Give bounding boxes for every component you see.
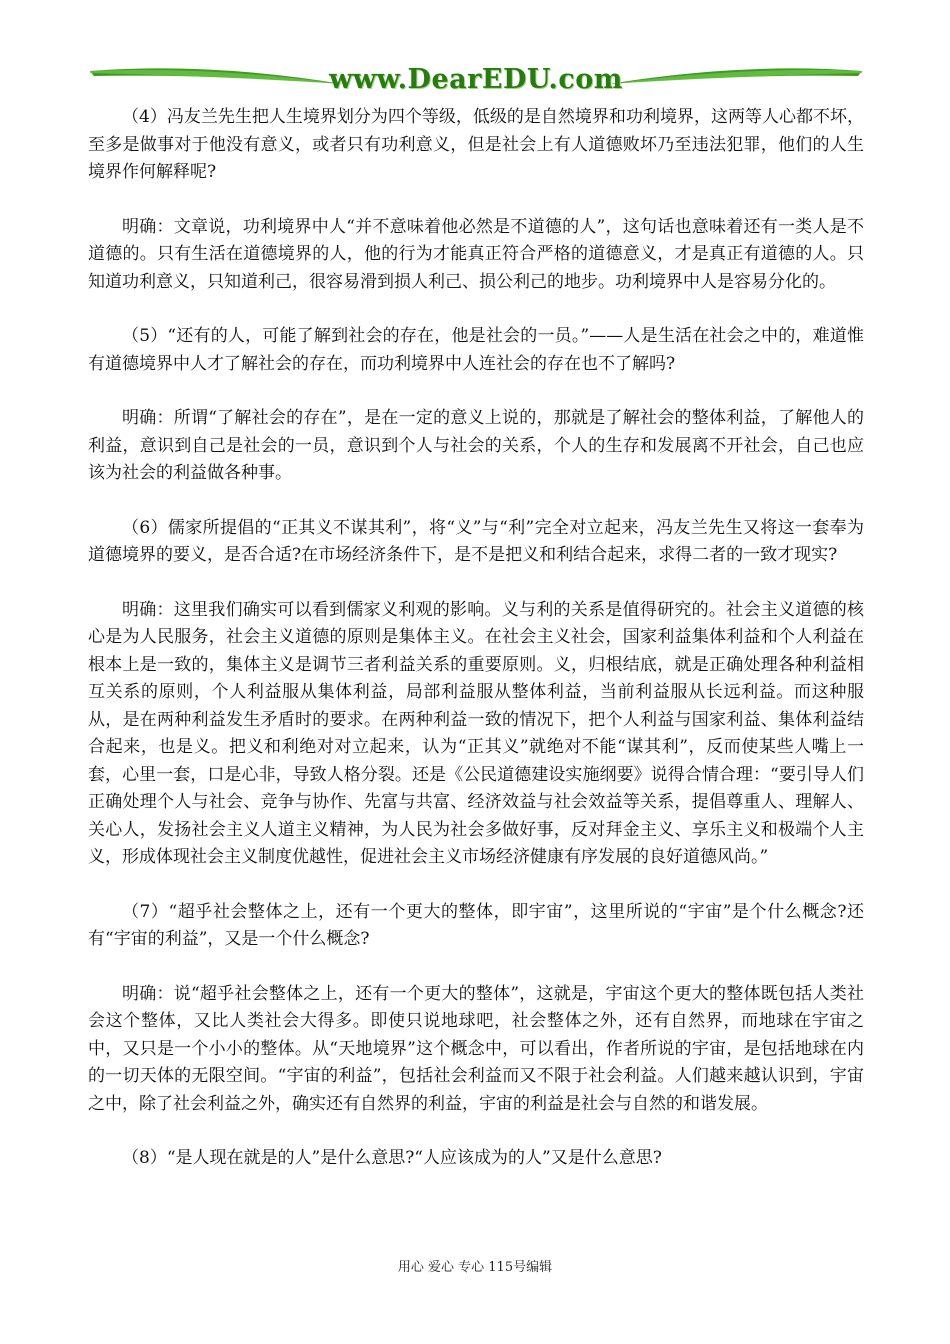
site-logo: www.DearEDU.com — [329, 64, 623, 95]
document-body — [88, 104, 864, 1173]
answer-5-paragraph: 明确：所谓“了解社会的存在”，是在一定的意义上说的，那就是了解社会的整体利益，了解他人的利益，意识到自己是社会的一员，意识到个人与社会的关系，个人的生存和发展离不开社会，自己也应该为社会的利益做各种事。 — [88, 408, 864, 483]
page-footer: 用心 爱心 专心 115号编辑 — [397, 1260, 553, 1275]
question-8-paragraph: （8）“是人现在就是的人”是什么意思?“人应该成为的人”又是什么意思? — [122, 1148, 662, 1168]
answer-4-paragraph: 明确：文章说，功利境界中人“并不意味着他必然是不道德的人”，这句话也意味着还有一类人是不道德的。只有生活在道德境界的人，他的行为才能真正符合严格的道德意义，才是真正有道德的人。只知道功利意义，只知道利己，很容易滑到损人利己、损公利己的地步。功利境界中人是容易分化的。 — [88, 216, 864, 292]
answer-7-paragraph: 明确：说“超乎社会整体之上，还有一个更大的整体”，这就是，宇宙这个更大的整体既包括人类社会这个整体，又比人类社会大得多。即使只说地球吧，社会整体之外，还有自然界，而地球在宇宙之中，又只是一个小小的整体。从“天地境界”这个概念中，可以看出，作者所说的宇宙，是包括地球在内的一切天体的无限空间。“宇宙的利益”，包括社会利益而又不限于社会利益。人们越来越认识到，宇宙之中，除了社会利益之外，确实还有自然界的利益，宇宙的利益是社会与自然的和谐发展。 — [88, 983, 864, 1114]
question-4-paragraph: （4）冯友兰先生把人生境界划分为四个等级，低级的是自然境界和功利境界，这两等人心都不坏，至多是做事对于他没有意义，或者只有功利意义，但是社会上有人道德败坏乃至违法犯罪，他们的人生境界作何解释呢? — [88, 107, 864, 182]
question-6-paragraph: （6）儒家所提倡的“正其义不谋其利”，将“义”与“利”完全对立起来，冯友兰先生又将这一套奉为道德境界的要义，是否合适?在市场经济条件下，是不是把义和利结合起来，求得二者的一致才现实? — [88, 517, 864, 565]
answer-6-paragraph: 明确：这里我们确实可以看到儒家义利观的影响。义与利的关系是值得研究的。社会主义道德的核心是为人民服务，社会主义道德的原则是集体主义。在社会主义社会，国家利益集体利益和个人利益在根本上是一致的，集体主义是调节三者利益关系的重要原则。义，归根结底，就是正确处理各种利益相互关系的原则，个人利益服从集体利益，局部利益服从整体利益，当前利益服从长远利益。而这种服从，是在两种利益发生矛盾时的要求。在两种利益一致的情况下，把个人利益与国家利益、集体利益结合起来，也是义。把义和利绝对对立起来，认为“正其义”就绝对不能“谋其利”，反而使某些人嘴上一套，心里一套，口是心非，导致人格分裂。还是《公民道德建设实施纲要》说得合情合理：“要引导人们正确处理个人与社会、竞争与协作、先富与共富、经济效益与社会效益等关系，提倡尊重人、理解人、关心人，发扬社会主义人道主义精神，为人民为社会多做好事，反对拜金主义、享乐主义和极端个人主义，形成体现社会主义制度优越性，促进社会主义市场经济健康有序发展的良好道德风尚。” — [88, 599, 864, 867]
question-5-paragraph: （5）“还有的人，可能了解到社会的存在，他是社会的一员。”——人是生活在社会之中的，难道惟有道德境界中人才了解社会的存在，而功利境界中人连社会的存在也不了解吗? — [88, 326, 864, 374]
question-7-paragraph: （7）“超乎社会整体之上，还有一个更大的整体，即宇宙”，这里所说的“宇宙”是个什么概念?还有“宇宙的利益”，又是一个什么概念? — [88, 901, 864, 949]
site-header — [88, 60, 864, 102]
